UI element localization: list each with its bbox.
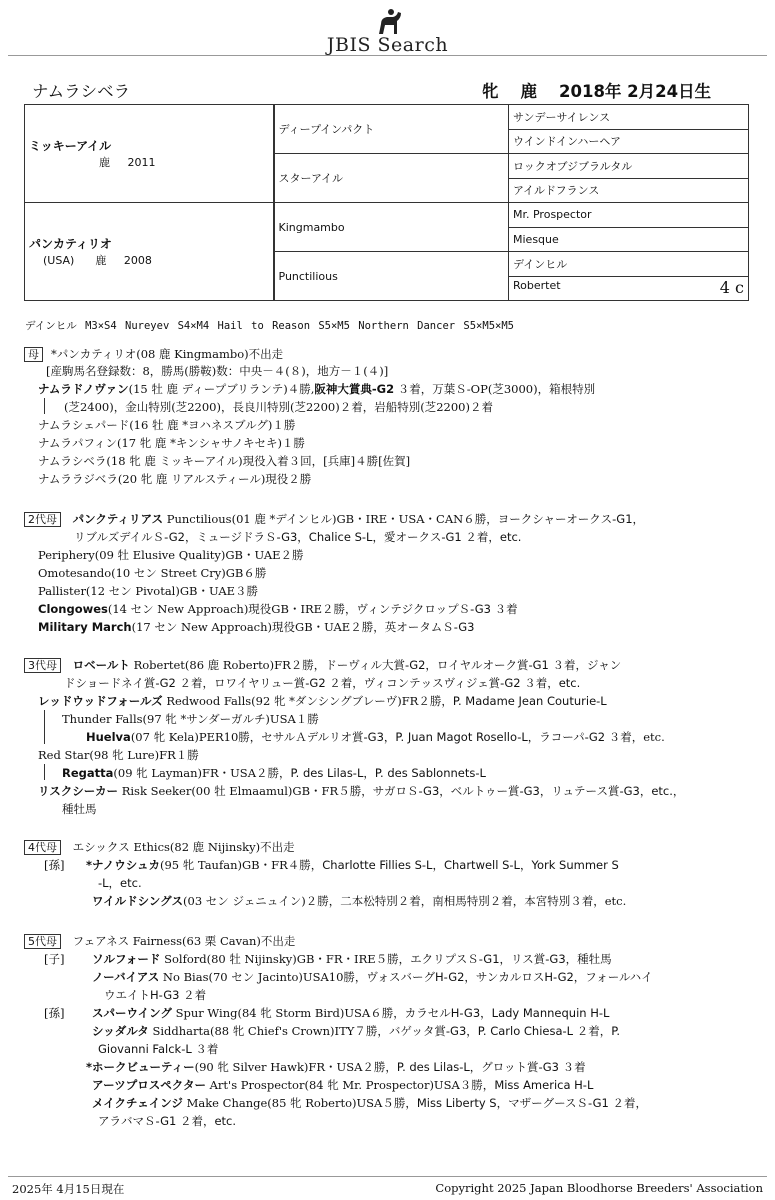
dam-color: 鹿 [95, 254, 107, 267]
section-label-dam: 母 [24, 347, 43, 362]
horse-link-clongowes[interactable]: Clongowes [38, 602, 108, 616]
horse-link-wild-things[interactable]: ワイルドシングス [92, 894, 184, 908]
g5-line-6-race: バゲッタ賞-G3，P. Carlo Chiesa-L ２着，P. [388, 1024, 621, 1038]
g4-line-3: -L，etc. [98, 876, 142, 890]
family-number: 4 c [719, 278, 744, 298]
g5-line-5-detail: Spur Wing(84 牝 Storm Bird)USA６勝， [171, 1006, 405, 1020]
horse-link-nanoushka[interactable]: *ナノウシュカ [86, 858, 160, 872]
g4-line-2-detail: (95 牝 Taufan)GB・FR４勝， [159, 858, 323, 872]
dam-line-7[interactable]: ナムラシベラ(18 牝 鹿 ミッキーアイル)現役入着３回，[兵庫]４勝[佐賀] [38, 454, 411, 468]
dam-section-header [24, 345, 283, 363]
footer-date: 2025年 4月15日現在 [12, 1182, 125, 1196]
g5-line-2-race: エクリプスＳ-G1，リス賞-G3，種牡馬 [410, 952, 612, 966]
footer-divider [8, 1176, 767, 1177]
dam-line-6[interactable]: ナムラパフィン(17 牝 鹿 *キンシャサノキセキ)１勝 [38, 436, 305, 450]
g5-line-8 [86, 1058, 586, 1076]
dam-line-5[interactable]: ナムラシェパード(16 牡 鹿 *ヨハネスブルグ)１勝 [38, 418, 296, 432]
horse-link-huelva[interactable]: Huelva [86, 730, 131, 744]
pedigree-g3-7-label: Robertet [513, 279, 561, 293]
g5-line-9-detail: Art's Prospector(84 牝 Mr. Prospector)USA３勝， [205, 1078, 495, 1092]
site-logo[interactable] [0, 8, 775, 56]
g2-line-6 [38, 600, 518, 618]
g4-line-2-race: Charlotte Fillies S-L，Chartwell S-L，York Summer S [322, 858, 619, 872]
g3-line-8-detail: Risk Seeker(00 牡 Elmaamul)GB・FR５勝， [118, 784, 373, 798]
dam-name: パンカティリオ [29, 237, 112, 251]
pedigree-g3-2[interactable]: ロックオブジブラルタル [509, 154, 749, 179]
g5-line-1 [24, 932, 295, 950]
dam-year: 2008 [123, 254, 152, 267]
g5-line-5 [92, 1004, 609, 1022]
indent-bar [44, 710, 45, 744]
section-label-g4: 4代母 [24, 840, 61, 855]
section-label-g2: 2代母 [24, 512, 61, 527]
g5-child-tag: [子] [44, 952, 65, 966]
g2-line-6-detail: (14 セン New Approach)現役GB・IRE２勝， [107, 602, 357, 616]
g3-line-5-race: セサルＡデルリオ賞-G3，P. Juan Magot Rosello-L，ラコーパ-G2 [261, 730, 606, 744]
sire-name: ミッキーアイル [29, 139, 112, 153]
g3-line-1-detail: Robertet(86 鹿 Roberto)FR２勝， [129, 658, 326, 672]
dam-line-8[interactable]: ナムララジベラ(20 牝 鹿 リアルスティール)現役２勝 [38, 472, 312, 486]
g5-line-4: ウエイトH-G3 ２着 [104, 988, 207, 1002]
g2-line-7-detail: (17 セン New Approach)現役GB・UAE２勝， [131, 620, 385, 634]
g5-line-9-race: Miss America H-L [494, 1078, 594, 1092]
horse-sex: 牝 [482, 82, 499, 101]
g3-line-3 [38, 692, 607, 710]
section-label-g5: 5代母 [24, 934, 61, 949]
pedigree-g3-3[interactable]: アイルドフランス [509, 178, 749, 203]
pedigree-g2-3[interactable]: Punctilious [274, 252, 509, 301]
g5-line-10 [92, 1094, 647, 1112]
pedigree-g3-0[interactable]: サンデーサイレンス [509, 105, 749, 130]
dam-line-3-detail: (15 牡 鹿 ディープブリランテ)４勝, [128, 382, 315, 396]
footer-copyright: Copyright 2025 Japan Bloodhorse Breeders' Association [435, 1181, 763, 1195]
g2-line-1-detail: Punctilious(01 鹿 *デインヒル)GB・IRE・USA・CAN６勝， [163, 512, 498, 526]
g3-line-3-race: P. Madame Jean Couturie-L [452, 694, 607, 708]
pedigree-table [24, 104, 749, 301]
g5-line-2 [92, 950, 612, 968]
pedigree-g2-1[interactable]: スターアイル [274, 154, 509, 203]
horse-link-namuradonovan[interactable]: ナムラドノヴァン [38, 382, 129, 396]
g3-line-5-rest: ３着，etc. [605, 730, 665, 744]
g3-line-4[interactable]: Thunder Falls(97 牝 *サンダーガルチ)USA１勝 [62, 712, 319, 726]
g4-line-4-detail: (03 セン ジェニュイン)２勝，二本松特別２着，南相馬特別２着，本宮特別３着，etc. [183, 894, 627, 908]
pedigree-sire[interactable] [25, 105, 274, 203]
g5-line-2-detail: Solford(80 牡 Nijinsky)GB・FR・IRE５勝， [160, 952, 411, 966]
horse-link-redwood-falls[interactable]: レッドウッドフォールズ [38, 694, 163, 708]
horse-link-spur-wing[interactable]: スパーウイング [92, 1006, 172, 1020]
g2-line-7-race: 英オータムＳ-G3 [384, 620, 475, 634]
g4-line-2-tag: [孫] [44, 858, 65, 872]
dam-origin: (USA) [43, 254, 75, 267]
g3-line-5-detail: (07 牝 Kela)PER10勝， [130, 730, 262, 744]
g5-line-1-detail[interactable]: フェアネス Fairness(63 栗 Cavan)不出走 [72, 934, 296, 948]
g4-line-4 [92, 892, 626, 910]
dam-line-3-race: 阪神大賞典-G2 [314, 382, 395, 396]
dam-line-3 [38, 380, 595, 398]
horse-link-robertet[interactable]: ロベールト [72, 658, 130, 672]
g3-line-7-race: P. des Lilas-L，P. des Sablonnets-L [290, 766, 486, 780]
horse-color: 鹿 [520, 82, 537, 101]
g5-line-6-detail: Siddharta(88 牝 Chief's Crown)ITY７勝， [148, 1024, 389, 1038]
horse-link-military-march[interactable]: Military March [38, 620, 132, 634]
horse-name: ナムラシベラ [32, 82, 131, 101]
dam-line-1: *パンカティリオ(08 鹿 Kingmambo)不出走 [51, 347, 284, 361]
inbreeding-line: デインヒル M3×S4 Nureyev S4×M4 Hail to Reason S5×M5 Northern Dancer S5×M5×M5 [25, 320, 514, 332]
g3-line-8-race: サガロＳ-G3，ベルトゥー賞-G3，リュテース賞-G3，etc.， [372, 784, 685, 798]
horse-link-siddharta[interactable]: シッダルタ [92, 1024, 149, 1038]
g2-line-1-race: ヨークシャーオークス-G1， [497, 512, 645, 526]
dam-line-4: (芝2400)，金山特別(芝2200)，長良川特別(芝2200)２着，岩船特別(芝2200)２着 [64, 400, 493, 414]
g3-line-1-race: ドーヴィル大賞-G2，ロイヤルオーク賞-G1 ３着，ジャン [325, 658, 622, 672]
g2-line-6-race: ヴィンテジクロップＳ-G3 ３着 [356, 602, 518, 616]
horse-link-hawk-beauty[interactable]: *ホークビューティー [86, 1060, 195, 1074]
horse-link-solford[interactable]: ソルフォード [92, 952, 161, 966]
g5-line-8-race: P. des Lilas-L，グロット賞-G3 ３着 [396, 1060, 586, 1074]
g5-line-3 [92, 968, 653, 986]
horse-link-risk-seeker[interactable]: リスクシーカー [38, 784, 119, 798]
horse-link-no-bias[interactable]: ノーバイアス [92, 970, 160, 984]
pedigree-g3-5[interactable]: Miesque [509, 227, 749, 252]
g5-line-10-detail: Make Change(85 牝 Roberto)USA５勝， [182, 1096, 417, 1110]
logo-text: JBIS Search [326, 34, 449, 56]
g3-line-8 [38, 782, 684, 800]
horse-birthdate: 2018年 2月24日生 [559, 82, 712, 101]
g3-line-6[interactable]: Red Star(98 牝 Lure)FR１勝 [38, 748, 199, 762]
section-label-g3: 3代母 [24, 658, 61, 673]
pedigree-dam[interactable] [25, 203, 274, 301]
g4-line-1-detail[interactable]: エシックス Ethics(82 鹿 Nijinsky)不出走 [72, 840, 295, 854]
g3-line-7 [62, 764, 486, 782]
horse-link-make-change[interactable]: メイクチェインジ [92, 1096, 183, 1110]
g5-line-5-race: カラセルH-G3，Lady Mannequin H-L [404, 1006, 610, 1020]
horse-link-punctilious[interactable]: パンクティリアス [72, 512, 164, 526]
horse-meta [482, 78, 711, 102]
indent-bar [44, 398, 45, 414]
indent-bar [44, 764, 45, 780]
g2-line-2: リブルズデイルＳ-G2，ミュージドラＳ-G3，Chalice S-L，愛オークス-G1 ２着，etc. [74, 530, 522, 544]
pedigree-g2-0[interactable]: ディープインパクト [274, 105, 509, 154]
header-divider [8, 55, 767, 56]
g2-line-4[interactable]: Omotesando(10 セン Street Cry)GB６勝 [38, 566, 267, 580]
g3-line-9: 種牡馬 [62, 802, 97, 816]
g3-line-7-detail: (09 牝 Layman)FR・USA２勝， [113, 766, 291, 780]
g5-line-3-race: ヴォスバーグH-G2，サンカルロスH-G2，フォールハイ [366, 970, 653, 984]
g5-line-11: アラバマＳ-G1 ２着，etc. [98, 1114, 237, 1128]
g5-line-9 [92, 1076, 593, 1094]
pedigree-g3-4[interactable]: Mr. Prospector [509, 203, 749, 228]
g3-line-1 [24, 656, 621, 674]
g3-line-2: ドショードネイ賞-G2 ２着，ロワイヤリュー賞-G2 ２着，ヴィコンテッスヴィジェ賞-G2 ３着，etc. [64, 676, 581, 690]
g4-line-2 [86, 856, 619, 874]
horse-link-arts-prospector[interactable]: アーツプロスペクター [92, 1078, 206, 1092]
horse-link-regatta[interactable]: Regatta [62, 766, 114, 780]
g5-line-8-detail: (90 牝 Silver Hawk)FR・USA２勝， [194, 1060, 397, 1074]
pedigree-g2-2[interactable]: Kingmambo [274, 203, 509, 252]
g3-line-3-detail: Redwood Falls(92 牝 *ダンシングブレーヴ)FR２勝， [162, 694, 453, 708]
g5-line-10-race: Miss Liberty S，マザーグースＳ-G1 ２着， [416, 1096, 647, 1110]
sire-year: 2011 [127, 156, 156, 169]
g2-line-3[interactable]: Periphery(09 牡 Elusive Quality)GB・UAE２勝 [38, 548, 304, 562]
g5-line-6 [92, 1022, 620, 1040]
g5-grand-tag: [孫] [44, 1006, 65, 1020]
g3-line-5 [86, 728, 665, 746]
g4-line-1 [24, 838, 295, 856]
g2-line-1 [24, 510, 644, 528]
dam-line-3-rest: ３着，万葉Ｓ-OP(芝3000)，箱根特別 [394, 382, 596, 396]
pedigree-g3-1[interactable]: ウインドインハーヘア [509, 129, 749, 154]
g2-line-5[interactable]: Pallister(12 セン Pivotal)GB・UAE３勝 [38, 584, 259, 598]
g2-line-7 [38, 618, 475, 636]
g5-line-3-detail: No Bias(70 セン Jacinto)USA10勝， [159, 970, 367, 984]
pedigree-g3-6[interactable]: デインヒル [509, 252, 749, 277]
g5-line-7: Giovanni Falck-L ３着 [98, 1042, 219, 1056]
sire-color: 鹿 [99, 156, 110, 169]
horse-rider-icon [373, 8, 405, 36]
pedigree-g3-7[interactable] [509, 276, 749, 301]
dam-line-2: [産駒馬名登録数：8，勝馬(勝鞍)数：中央－４(８)，地方－１(４)] [46, 364, 389, 378]
